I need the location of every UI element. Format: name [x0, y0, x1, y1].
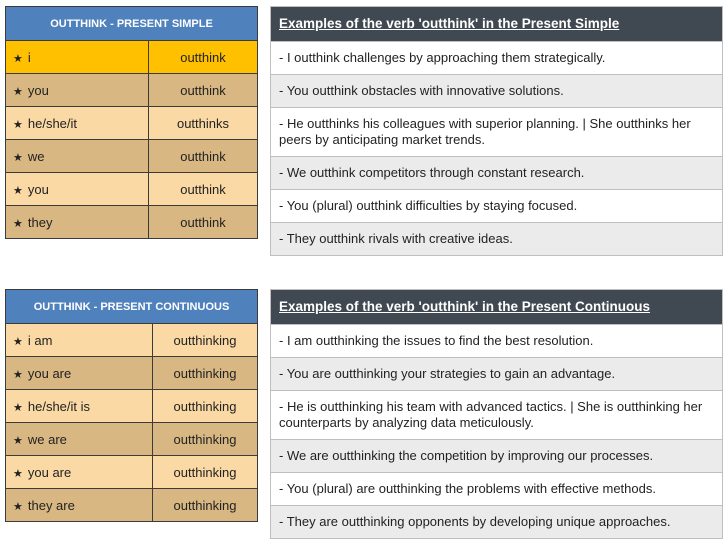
pronoun-label: we are: [27, 431, 67, 447]
example-row: - I outthink challenges by approaching them strategically.: [271, 41, 722, 74]
verb-form-cell: outthinks: [149, 107, 258, 140]
present-continuous-table: [5, 289, 258, 522]
pronoun-cell: [6, 41, 149, 74]
verb-form-cell: outthink: [149, 206, 258, 239]
pronoun-cell: [6, 357, 153, 390]
present-simple-title: OUTTHINK - PRESENT SIMPLE: [6, 7, 258, 41]
present-continuous-title: OUTTHINK - PRESENT CONTINUOUS: [6, 290, 258, 324]
star-icon: ★: [13, 368, 23, 381]
example-row: - We are outthinking the competition by improving our processes.: [271, 439, 722, 472]
star-icon: ★: [13, 335, 23, 348]
pronoun-cell: [6, 206, 149, 239]
star-icon: ★: [13, 118, 23, 131]
verb-form-cell: outthinking: [153, 456, 258, 489]
star-icon: ★: [13, 434, 23, 447]
pronoun-label: i am: [27, 332, 53, 348]
examples-heading: Examples of the verb 'outthink' in the Present Simple: [271, 7, 722, 41]
pronoun-cell: [6, 390, 153, 423]
star-icon: ★: [13, 85, 23, 98]
star-icon: ★: [13, 52, 23, 65]
star-icon: ★: [13, 401, 23, 414]
verb-form-cell: outthinking: [153, 324, 258, 357]
star-icon: ★: [13, 151, 23, 164]
pronoun-cell: [6, 456, 153, 489]
pronoun-cell: [6, 107, 149, 140]
example-row: - You (plural) are outthinking the problems with effective methods.: [271, 472, 722, 505]
verb-form-cell: outthink: [149, 41, 258, 74]
pronoun-label: you are: [27, 464, 72, 480]
verb-form-cell: outthink: [149, 140, 258, 173]
pronoun-label: you are: [27, 365, 72, 381]
present-continuous-examples: [270, 289, 723, 539]
pronoun-cell: [6, 74, 149, 107]
pronoun-label: they: [27, 214, 53, 230]
examples-heading: Examples of the verb 'outthink' in the Present Continuous: [271, 290, 722, 324]
present-simple-examples: [270, 6, 723, 256]
example-row: - We outthink competitors through constant research.: [271, 156, 722, 189]
pronoun-cell: [6, 423, 153, 456]
verb-form-cell: outthink: [149, 173, 258, 206]
example-row: - They are outthinking opponents by developing unique approaches.: [271, 505, 722, 538]
example-row: - He outthinks his colleagues with superior planning. | She outthinks her peers by anticipating market trends.: [271, 107, 722, 156]
verb-form-cell: outthinking: [153, 423, 258, 456]
example-row: - You are outthinking your strategies to gain an advantage.: [271, 357, 722, 390]
example-row: - They outthink rivals with creative ideas.: [271, 222, 722, 255]
pronoun-label: they are: [27, 497, 75, 513]
example-row: - You outthink obstacles with innovative solutions.: [271, 74, 722, 107]
pronoun-cell: [6, 324, 153, 357]
pronoun-label: i: [27, 49, 31, 65]
pronoun-cell: [6, 489, 153, 522]
present-simple-table: [5, 6, 258, 239]
verb-form-cell: outthinking: [153, 390, 258, 423]
pronoun-label: you: [27, 181, 49, 197]
verb-form-cell: outthinking: [153, 357, 258, 390]
example-row: - I am outthinking the issues to find the best resolution.: [271, 324, 722, 357]
example-row: - You (plural) outthink difficulties by staying focused.: [271, 189, 722, 222]
pronoun-label: you: [27, 82, 49, 98]
star-icon: ★: [13, 467, 23, 480]
example-row: - He is outthinking his team with advanced tactics. | She is outthinking her counterparts by analyzing data meticulously.: [271, 390, 722, 439]
verb-form-cell: outthink: [149, 74, 258, 107]
pronoun-cell: [6, 140, 149, 173]
star-icon: ★: [13, 184, 23, 197]
pronoun-label: he/she/it is: [27, 398, 91, 414]
pronoun-cell: [6, 173, 149, 206]
star-icon: ★: [13, 500, 23, 513]
star-icon: ★: [13, 217, 23, 230]
pronoun-label: he/she/it: [27, 115, 78, 131]
verb-form-cell: outthinking: [153, 489, 258, 522]
pronoun-label: we: [27, 148, 45, 164]
